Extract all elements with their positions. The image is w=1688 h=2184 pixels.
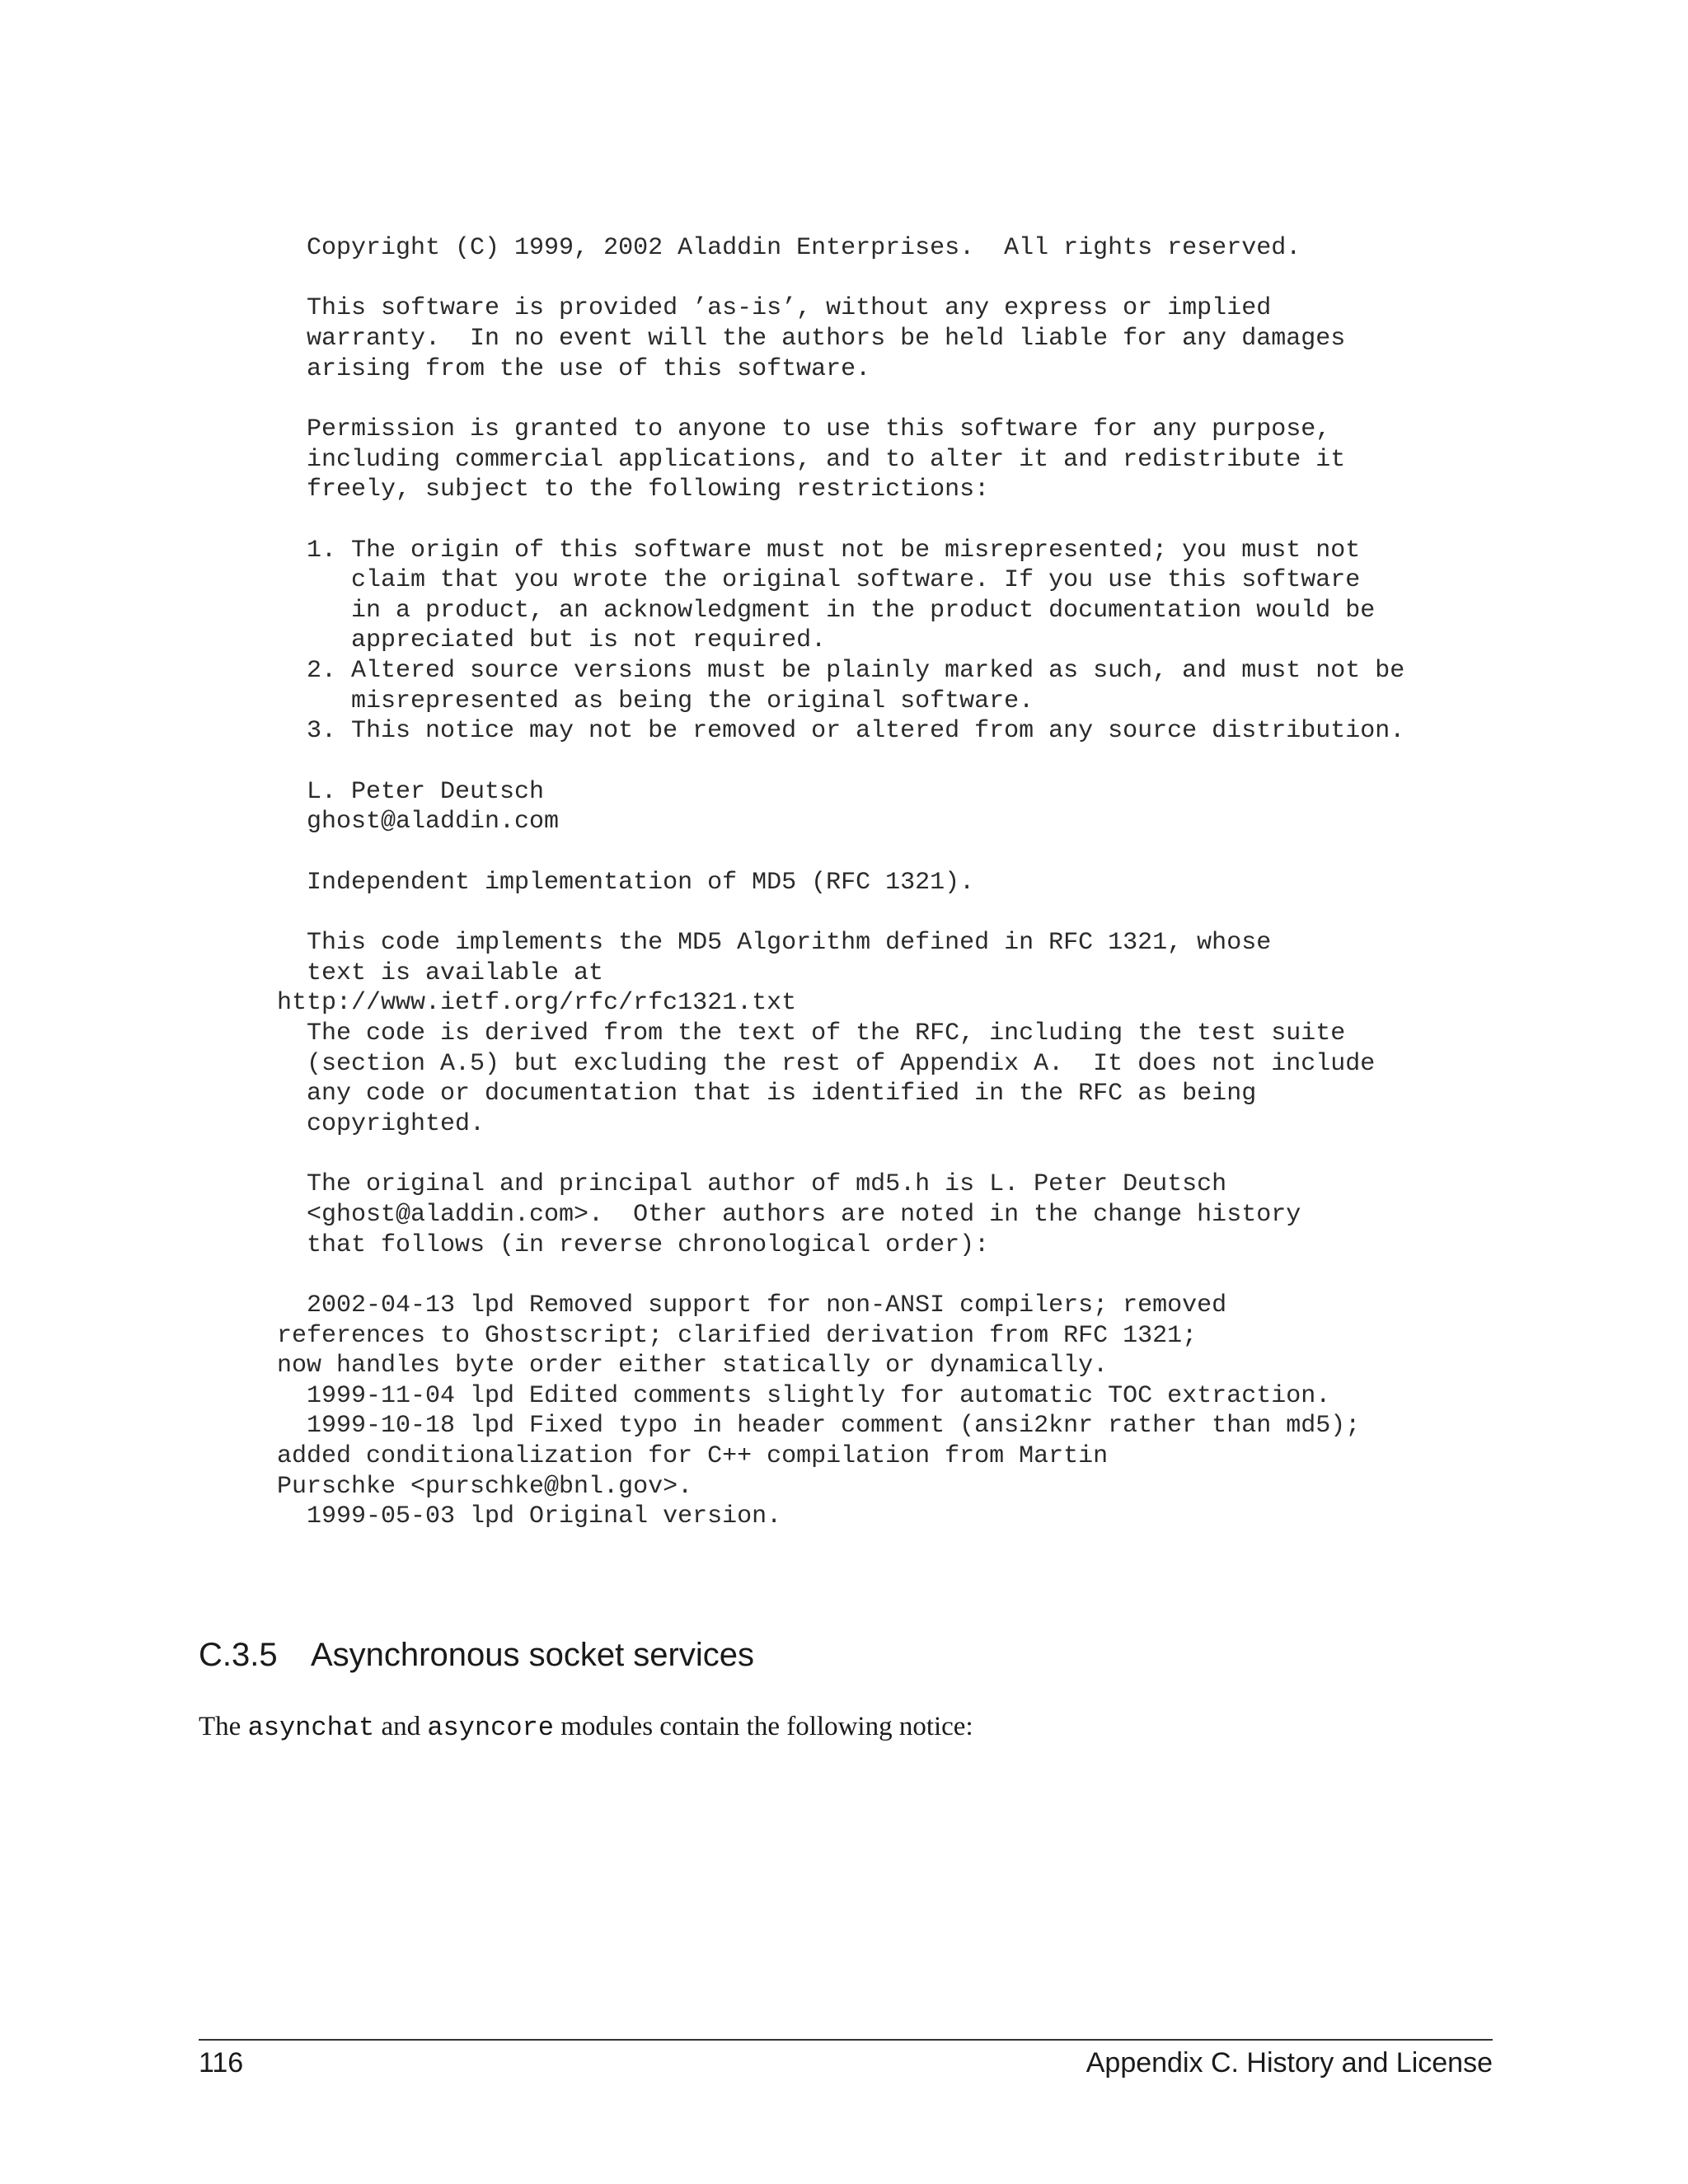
code-line <box>277 747 1404 777</box>
paragraph-lead: The <box>199 1712 248 1741</box>
module-name-asynchat: asynchat <box>247 1713 375 1743</box>
paragraph-tail: modules contain the following notice: <box>553 1712 973 1741</box>
code-line: L. Peter Deutsch <box>277 777 545 806</box>
code-line: now handles byte order either statically or dynamically. <box>277 1352 1109 1380</box>
section-heading <box>199 1637 754 1674</box>
code-line: any code or documentation that is identified in the RFC as being <box>277 1080 1257 1108</box>
code-line: misrepresented as being the original software. <box>277 687 1034 715</box>
code-line: The code is derived from the text of the RFC, including the test suite <box>277 1019 1346 1047</box>
code-line: (section A.5) but excluding the rest of Appendix A. It does not include <box>277 1049 1376 1078</box>
code-line: Permission is granted to anyone to use this software for any purpose, <box>277 415 1331 443</box>
code-line: 2. Altered source versions must be plainly marked as such, and must not be <box>277 657 1405 686</box>
code-line: 1999-10-18 lpd Fixed typo in header comment (ansi2knr rather than md5); <box>277 1412 1361 1441</box>
code-line <box>277 1260 1404 1291</box>
page-footer <box>199 2047 1493 2079</box>
section-number: C.3.5 <box>199 1637 278 1673</box>
code-line: 1. The origin of this software must not be misrepresented; you must not <box>277 536 1361 565</box>
code-line: added conditionalization for C++ compilation from Martin <box>277 1442 1109 1471</box>
code-line: warranty. In no event will the authors be held liable for any damages <box>277 324 1346 353</box>
code-line: 1999-11-04 lpd Edited comments slightly for automatic TOC extraction. <box>277 1381 1331 1410</box>
module-name-asyncore: asyncore <box>427 1713 554 1743</box>
code-line <box>277 384 1404 415</box>
code-line: Copyright (C) 1999, 2002 Aladdin Enterprises. All rights reserved. <box>277 234 1301 262</box>
code-line: text is available at <box>277 958 604 987</box>
section-title: Asynchronous socket services <box>311 1637 755 1673</box>
code-line: references to Ghostscript; clarified derivation from RFC 1321; <box>277 1321 1198 1350</box>
code-line: This code implements the MD5 Algorithm defined in RFC 1321, whose <box>277 929 1272 957</box>
code-line: claim that you wrote the original software. If you use this software <box>277 566 1361 595</box>
code-line: Independent implementation of MD5 (RFC 1321). <box>277 868 975 897</box>
code-line: that follows (in reverse chronological order): <box>277 1230 990 1259</box>
code-line: 2002-04-13 lpd Removed support for non-ANSI compilers; removed <box>277 1291 1227 1319</box>
code-line <box>277 505 1404 536</box>
code-line <box>277 837 1404 868</box>
code-line: <ghost@aladdin.com>. Other authors are noted in the change history <box>277 1200 1301 1229</box>
paragraph-mid: and <box>374 1712 428 1741</box>
code-line: 1999-05-03 lpd Original version. <box>277 1502 782 1531</box>
code-line <box>277 898 1404 928</box>
body-paragraph <box>199 1712 973 1743</box>
code-line: in a product, an acknowledgment in the product documentation would be <box>277 596 1376 625</box>
page-number: 116 <box>199 2047 244 2079</box>
code-line: The original and principal author of md5.h is L. Peter Deutsch <box>277 1170 1227 1199</box>
code-line: freely, subject to the following restrictions: <box>277 476 990 504</box>
code-line: including commercial applications, and to alter it and redistribute it <box>277 445 1346 474</box>
code-line: Purschke <purschke@bnl.gov>. <box>277 1472 693 1501</box>
license-code-block <box>277 233 1404 1532</box>
code-line: copyrighted. <box>277 1109 485 1138</box>
code-line: http://www.ietf.org/rfc/rfc1321.txt <box>277 989 797 1018</box>
code-line: ghost@aladdin.com <box>277 808 560 837</box>
code-line: appreciated but is not required. <box>277 626 827 655</box>
code-line: arising from the use of this software. <box>277 354 871 383</box>
footer-divider <box>199 2039 1493 2041</box>
code-line: 3. This notice may not be removed or altered from any source distribution. <box>277 717 1405 746</box>
code-line <box>277 264 1404 294</box>
code-line: This software is provided ’as-is’, without any express or implied <box>277 294 1272 323</box>
code-line <box>277 1140 1404 1170</box>
chapter-title: Appendix C. History and License <box>1085 2047 1493 2079</box>
